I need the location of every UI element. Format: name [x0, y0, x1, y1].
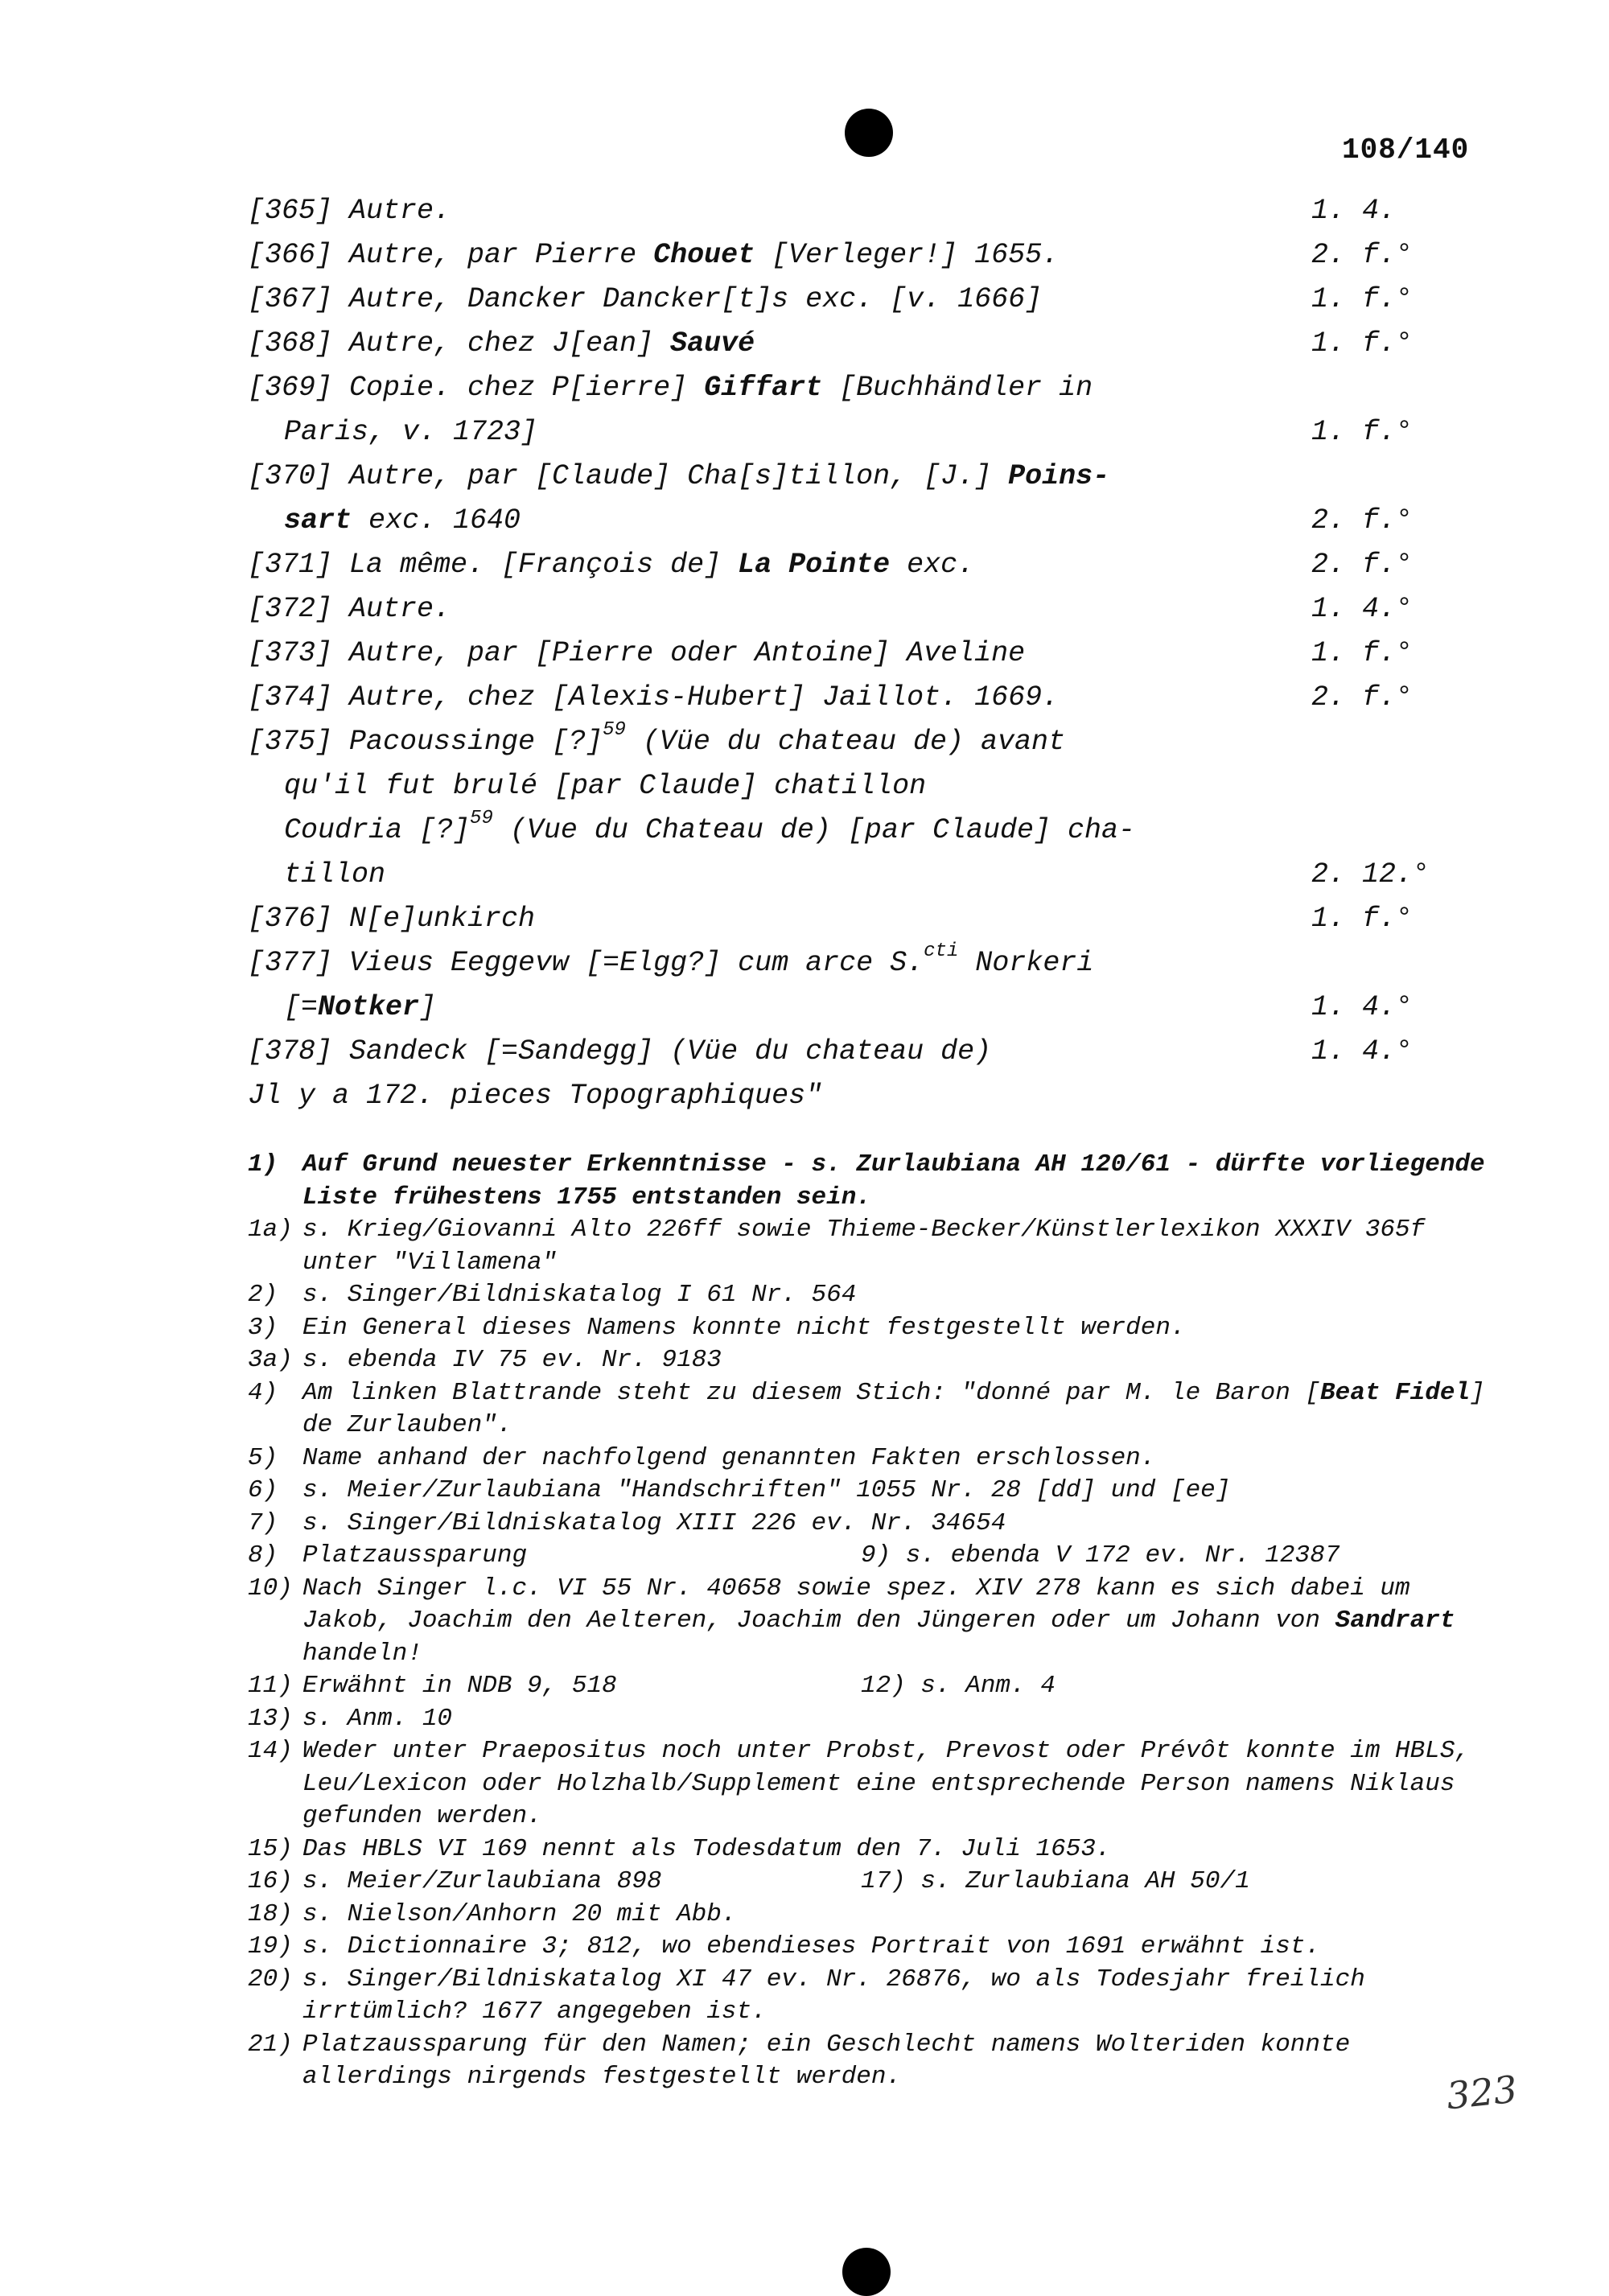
footnote-inline-second: 12) s. Anm. 4	[861, 1672, 1056, 1700]
footnote	[248, 1573, 1503, 1671]
entry-line	[248, 853, 1503, 897]
footnote	[248, 1540, 1503, 1573]
entry-line	[248, 366, 1503, 410]
footnote	[248, 1214, 1503, 1279]
footnote-number: 3a)	[248, 1346, 293, 1374]
entry-format: 1. f.°	[1311, 637, 1414, 669]
entry-format: 2. f.°	[1311, 504, 1414, 537]
entry-text: Paris, v. 1723]	[284, 416, 538, 448]
entry-format: 1. 4.°	[1311, 593, 1414, 625]
entry-format: 1. f.°	[1311, 283, 1414, 315]
entry-line	[248, 499, 1503, 543]
footnote-text: Platzaussparung	[302, 1541, 528, 1570]
entry-line	[248, 322, 1503, 366]
entry-text: [367] Autre, Dancker Dancker[t]s exc. [v. 1666]	[248, 283, 1043, 315]
footnote-number: 1)	[248, 1150, 278, 1179]
entry-line	[248, 720, 1503, 764]
punch-hole-top	[845, 109, 893, 157]
footnote-text: Das HBLS VI 169 nennt als Todesdatum den 7. Juli 1653.	[302, 1834, 1111, 1863]
entry-text: Coudria [?]$^{59}$ (Vue du Chateau de) [par Claude] cha-	[284, 808, 1135, 846]
entry-text: [369] Copie. chez P[ierre] Giffart [Buchhändler in	[248, 372, 1093, 404]
footnote	[248, 1377, 1503, 1442]
footnote	[248, 1344, 1503, 1377]
footnote	[248, 2029, 1503, 2094]
entry-text: [371] La même. [François de] La Pointe exc.	[248, 549, 975, 581]
footnote-text: s. Dictionnaire 3; 812, wo ebendieses Portrait von 1691 erwähnt ist.	[302, 1932, 1321, 1961]
punch-hole-bottom	[842, 2248, 891, 2296]
footnote-number: 16)	[248, 1867, 293, 1895]
footnote-number: 20)	[248, 1965, 293, 1994]
entry-text: sart exc. 1640	[284, 504, 521, 537]
entry-line	[248, 764, 1503, 809]
entry-line	[248, 1074, 1503, 1118]
footnote-text: s. Singer/Bildniskatalog XIII 226 ev. Nr. 34654	[302, 1508, 1006, 1537]
entry-format: 2. f.°	[1311, 681, 1414, 714]
entry-format: 2. f.°	[1311, 239, 1414, 271]
footnote-number: 5)	[248, 1443, 278, 1472]
entry-format: 1. 4.	[1311, 195, 1397, 227]
entry-line	[248, 278, 1503, 322]
entry-line	[248, 676, 1503, 720]
footnote-text: Am linken Blattrande steht zu diesem Stich: "donné par M. le Baron [Beat Fidel] de Zurlauben".	[302, 1378, 1485, 1439]
entry-line	[248, 455, 1503, 499]
footnote-text: Platzaussparung für den Namen; ein Geschlecht namens Wolteriden konnte allerdings nirgends festgestellt werden.	[302, 2030, 1351, 2091]
entry-text: [376] N[e]unkirch	[248, 903, 536, 935]
footnote-inline-second: 17) s. Zurlaubiana AH 50/1	[861, 1867, 1250, 1895]
entry-line	[248, 233, 1503, 278]
entry-text: [370] Autre, par [Claude] Cha[s]tillon, [J.] Poins-	[248, 460, 1110, 492]
entry-format: 1. 4.°	[1311, 991, 1414, 1023]
entry-text: [374] Autre, chez [Alexis-Hubert] Jaillot. 1669.	[248, 681, 1060, 714]
entry-line	[248, 189, 1503, 233]
entry-line	[248, 985, 1503, 1030]
entry-text: [372] Autre.	[248, 593, 451, 625]
entry-text: [365] Autre.	[248, 195, 451, 227]
footnote-text: Erwähnt in NDB 9, 518	[302, 1672, 617, 1700]
entry-line	[248, 410, 1503, 455]
entry-text: qu'il fut brulé [par Claude] chatillon	[284, 770, 927, 802]
entry-format: 1. 4.°	[1311, 1035, 1414, 1068]
footnote	[248, 1149, 1503, 1214]
footnote-text: s. Singer/Bildniskatalog I 61 Nr. 564	[302, 1281, 857, 1309]
entry-line	[248, 809, 1503, 853]
entry-format: 1. f.°	[1311, 416, 1414, 448]
footnote-number: 15)	[248, 1834, 293, 1863]
footnote	[248, 1279, 1503, 1312]
footnote-inline-second: 9) s. ebenda V 172 ev. Nr. 12387	[861, 1541, 1340, 1570]
footnote-text: s. Nielson/Anhorn 20 mit Abb.	[302, 1899, 737, 1928]
entry-text: [375] Pacoussinge [?]$^{59}$ (Vüe du chateau de) avant	[248, 719, 1065, 758]
footnote-text: s. Meier/Zurlaubiana "Handschriften" 1055 Nr. 28 [dd] und [ee]	[302, 1476, 1231, 1504]
footnote-number: 19)	[248, 1932, 293, 1961]
entry-text: tillon	[284, 858, 386, 891]
entry-format: 1. f.°	[1311, 903, 1414, 935]
entry-format: 2. 12.°	[1311, 858, 1430, 891]
footnote-text: s. ebenda IV 75 ev. Nr. 9183	[302, 1346, 722, 1374]
footnote	[248, 1703, 1503, 1736]
footnote-number: 8)	[248, 1541, 278, 1570]
entry-text: [378] Sandeck [=Sandegg] (Vüe du chateau de)	[248, 1035, 992, 1068]
footnote-number: 6)	[248, 1476, 278, 1504]
footnote-number: 10)	[248, 1574, 293, 1603]
footnote-text: Nach Singer l.c. VI 55 Nr. 40658 sowie spez. XIV 278 kann es sich dabei um Jakob, Joachim den Aelteren, Joachim den Jüngeren oder um Johann von Sandrart handeln!	[302, 1574, 1455, 1668]
page-number: 108/140	[1342, 134, 1470, 167]
entry-line	[248, 632, 1503, 676]
footnote-text: Auf Grund neuester Erkenntnisse - s. Zurlaubiana AH 120/61 - dürfte vorliegende Liste frühestens 1755 entstanden sein.	[302, 1150, 1485, 1212]
footnote	[248, 1508, 1503, 1541]
handwritten-page-number: 323	[1444, 2067, 1520, 2118]
entry-text: [368] Autre, chez J[ean] Sauvé	[248, 327, 755, 360]
entry-text: Jl y a 172. pieces Topographiques"	[248, 1080, 823, 1112]
footnote	[248, 1866, 1503, 1899]
entry-line	[248, 1030, 1503, 1074]
footnote-number: 14)	[248, 1737, 293, 1765]
footnote	[248, 1442, 1503, 1475]
footnote-text: s. Singer/Bildniskatalog XI 47 ev. Nr. 26876, wo als Todesjahr freilich irrtümlich? 1677 angegeben ist.	[302, 1965, 1365, 2026]
footnote-text: Weder unter Praepositus noch unter Probst, Prevost oder Prévôt konnte im HBLS, Leu/Lexicon oder Holzhalb/Supplement eine entsprechende Person namens Niklaus gefunden werden.	[302, 1737, 1471, 1830]
footnote-number: 2)	[248, 1281, 278, 1309]
entry-line	[248, 587, 1503, 632]
footnote-text: Name anhand der nachfolgend genannten Fakten erschlossen.	[302, 1443, 1156, 1472]
entry-text: [373] Autre, par [Pierre oder Antoine] Aveline	[248, 637, 1026, 669]
footnote-number: 11)	[248, 1672, 293, 1700]
entry-format: 2. f.°	[1311, 549, 1414, 581]
footnote	[248, 1899, 1503, 1932]
entry-line	[248, 897, 1503, 941]
footnote-number: 13)	[248, 1704, 293, 1733]
footnote-text: s. Anm. 10	[302, 1704, 453, 1733]
footnote-text: s. Meier/Zurlaubiana 898	[302, 1867, 662, 1895]
footnote	[248, 1475, 1503, 1508]
entry-text: [=Notker]	[284, 991, 437, 1023]
footnote-number: 18)	[248, 1899, 293, 1928]
footnote	[248, 1670, 1503, 1703]
footnote-text: Ein General dieses Namens konnte nicht festgestellt werden.	[302, 1313, 1186, 1342]
entry-text: [377] Vieus Eeggevw [=Elgg?] cum arce S.$^{cti}$ Norkeri	[248, 940, 1094, 979]
entry-line	[248, 543, 1503, 587]
footnotes	[248, 1149, 1503, 2094]
footnote	[248, 1312, 1503, 1345]
footnote	[248, 1964, 1503, 2029]
entry-text: [366] Autre, par Pierre Chouet [Verleger!] 1655.	[248, 239, 1060, 271]
footnote-number: 4)	[248, 1378, 278, 1407]
footnote-number: 3)	[248, 1313, 278, 1342]
footnote-number: 1a)	[248, 1216, 293, 1244]
footnote-text: s. Krieg/Giovanni Alto 226ff sowie Thieme-Becker/Künstlerlexikon XXXIV 365f unter "Villamena"	[302, 1216, 1426, 1277]
entry-format: 1. f.°	[1311, 327, 1414, 360]
footnote-number: 7)	[248, 1508, 278, 1537]
footnote	[248, 1735, 1503, 1833]
entry-line	[248, 941, 1503, 985]
footnote-number: 21)	[248, 2030, 293, 2059]
footnote	[248, 1833, 1503, 1866]
footnote	[248, 1931, 1503, 1964]
inventory-listing	[248, 189, 1503, 1118]
